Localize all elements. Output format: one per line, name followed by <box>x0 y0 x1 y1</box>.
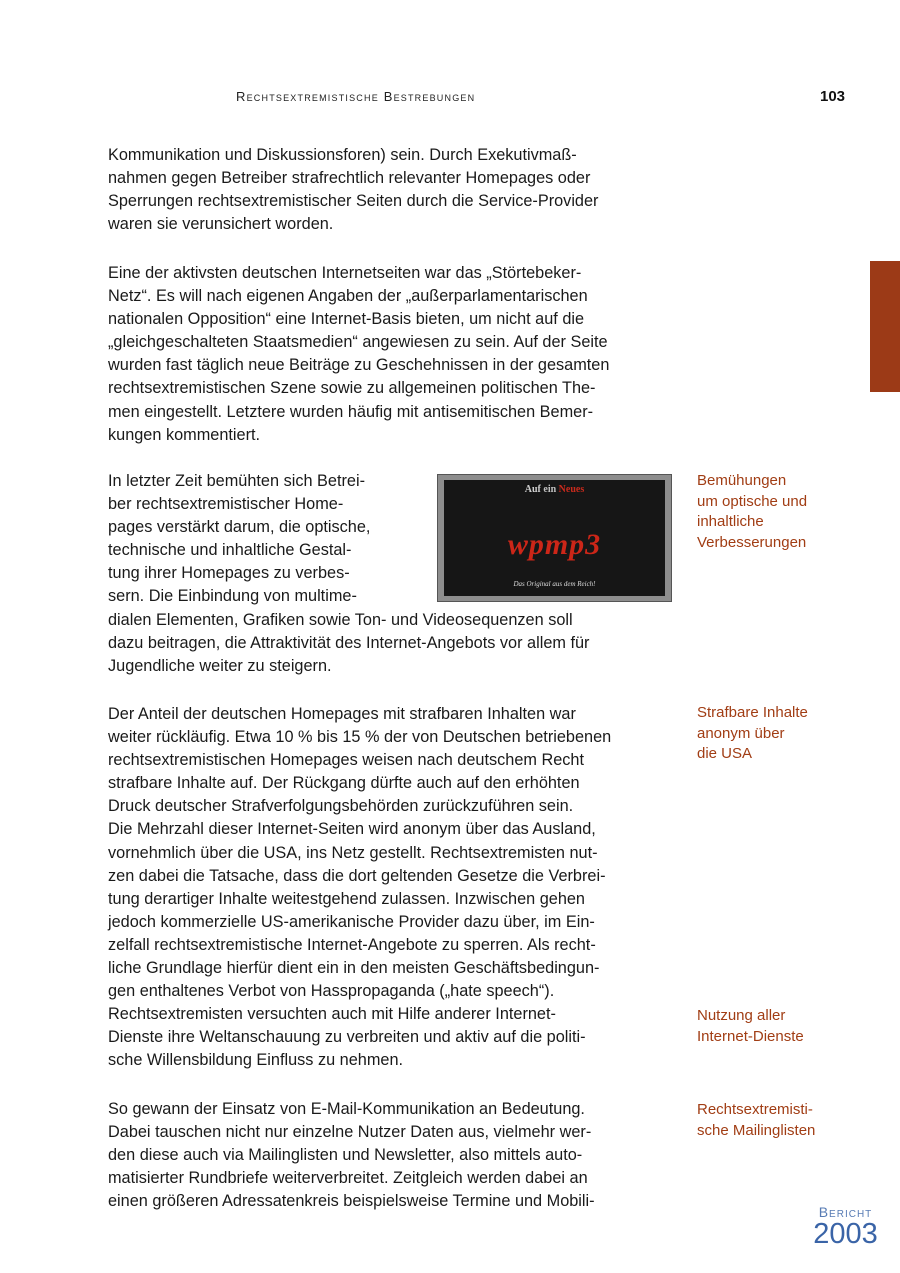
text-line: gen enthaltenes Verbot von Hasspropaganda („hate speech“). <box>108 982 555 1001</box>
body-paragraph-5 <box>108 1098 673 1213</box>
body-paragraph-4 <box>108 703 673 1073</box>
text-line: einen größeren Adressatenkreis beispielsweise Termine und Mobili- <box>108 1192 595 1211</box>
text-line: „gleichgeschalteten Staatsmedien“ angewiesen zu sein. Auf der Seite <box>108 333 608 352</box>
text-line: weiter rückläufig. Etwa 10 % bis 15 % der von Deutschen betriebenen <box>108 728 612 747</box>
text-line: liche Grundlage hierfür dient ein in den meisten Geschäftsbedingun- <box>108 959 600 978</box>
text-line: den diese auch via Mailinglisten und Newsletter, also mittels auto- <box>108 1146 583 1165</box>
margin-note-line: Internet-Dienste <box>697 1027 804 1045</box>
text-line: wurden fast täglich neue Beiträge zu Geschehnissen in der gesamten <box>108 356 610 375</box>
report-logo <box>808 1205 883 1250</box>
text-line: tung derartiger Inhalte weitestgehend zulassen. Inzwischen gehen <box>108 889 585 908</box>
text-line: So gewann der Einsatz von E-Mail-Kommunikation an Bedeutung. <box>108 1100 585 1118</box>
text-line: Rechtsextremisten versuchten auch mit Hilfe anderer Internet- <box>108 1005 556 1024</box>
banner-top-word-2: ein <box>543 484 557 495</box>
text-line: Dienste ihre Weltanschauung zu verbreiten und aktiv auf die politi- <box>108 1028 586 1047</box>
banner-top-word-3: Neues <box>558 484 585 495</box>
margin-note-line: inhaltliche <box>697 513 764 530</box>
text-line: strafbare Inhalte auf. Der Rückgang dürfte auch auf den erhöhten <box>108 774 580 793</box>
text-line: Dabei tauschen nicht nur einzelne Nutzer Daten aus, vielmehr wer- <box>108 1123 592 1142</box>
text-line: jedoch kommerzielle US-amerikanische Provider dazu über, im Ein- <box>108 912 595 931</box>
margin-note-line: Rechtsextremisti- <box>697 1101 813 1118</box>
margin-note-mailing-lists <box>697 1100 887 1141</box>
running-head-title: Rechtsextremistische Bestrebungen <box>236 89 476 104</box>
text-line: waren sie verunsichert worden. <box>108 215 334 234</box>
report-logo-year: 2003 <box>813 1218 878 1250</box>
banner-site-name: wpmp3 <box>507 528 602 561</box>
text-line: technische und inhaltliche Gestal- <box>108 541 352 560</box>
running-head <box>236 89 475 104</box>
website-screenshot-figure <box>437 474 672 602</box>
chapter-tab-marker <box>870 261 900 392</box>
text-line: Die Mehrzahl dieser Internet-Seiten wird anonym über das Ausland, <box>108 820 596 839</box>
banner-top-text <box>444 484 665 495</box>
body-paragraph-2 <box>108 262 673 447</box>
banner-subtitle: Das Original aus dem Reich! <box>513 580 596 588</box>
margin-note-line: Verbesserungen <box>697 533 807 551</box>
margin-note-line: sche Mailinglisten <box>697 1121 816 1139</box>
body-paragraph-1 <box>108 144 673 236</box>
text-line: men eingestellt. Letztere wurden häufig mit antisemitischen Bemer- <box>108 402 594 421</box>
margin-note-line: anonym über <box>697 724 785 742</box>
text-line: dazu beitragen, die Attraktivität des Internet-Angebots vor allem für <box>108 633 590 652</box>
margin-note-line: um optische und <box>697 492 808 510</box>
margin-note-line: Nutzung aller <box>697 1007 786 1024</box>
text-line: In letzter Zeit bemühten sich Betrei- <box>108 472 365 490</box>
text-line: Eine der aktivsten deutschen Internetseiten war das „Störtebeker- <box>108 264 582 282</box>
banner-top-word-1: Auf <box>524 484 541 495</box>
margin-note-internet-services <box>697 1006 887 1047</box>
text-line: dialen Elementen, Grafiken sowie Ton- und Videosequenzen soll <box>108 610 573 629</box>
text-line: matisierter Rundbriefe weiterverbreitet. Zeitgleich werden dabei an <box>108 1169 588 1188</box>
text-line: sern. Die Einbindung von multime- <box>108 587 357 606</box>
text-line: nationalen Opposition“ eine Internet-Basis bieten, um nicht auf die <box>108 310 585 329</box>
margin-note-line: Bemühungen <box>697 472 787 489</box>
text-line: Kommunikation und Diskussionsforen) sein. Durch Exekutivmaß- <box>108 146 577 164</box>
report-logo-word: Bericht <box>818 1204 873 1220</box>
text-line: Der Anteil der deutschen Homepages mit strafbaren Inhalten war <box>108 705 576 723</box>
text-line: rechtsextremistischen Szene sowie zu allgemeinen politischen The- <box>108 379 596 398</box>
text-line: Jugendliche weiter zu steigern. <box>108 656 332 675</box>
text-line: tung ihrer Homepages zu verbes- <box>108 564 350 583</box>
text-line: nahmen gegen Betreiber strafrechtlich relevanter Homepages oder <box>108 169 591 188</box>
page-number: 103 <box>820 88 846 105</box>
margin-note-line: Strafbare Inhalte <box>697 704 808 721</box>
text-line: Druck deutscher Strafverfolgungsbehörden zurückzuführen sein. <box>108 797 574 816</box>
margin-note-line: die USA <box>697 745 753 762</box>
text-line: zelfall rechtsextremistische Internet-Angebote zu sperren. Als recht- <box>108 935 596 954</box>
text-line: rechtsextremistischen Homepages weisen nach deutschem Recht <box>108 751 585 770</box>
text-line: pages verstärkt darum, die optische, <box>108 518 371 537</box>
text-line: Netz“. Es will nach eigenen Angaben der „außerparlamentarischen <box>108 287 588 306</box>
text-line: sche Willensbildung Einfluss zu nehmen. <box>108 1051 404 1070</box>
margin-note-punishable-content <box>697 703 887 765</box>
text-line: ber rechtsextremistischer Home- <box>108 495 344 514</box>
margin-note-optical-improvements <box>697 471 887 553</box>
text-line: vornehmlich über die USA, ins Netz gestellt. Rechtsextremisten nut- <box>108 843 598 862</box>
text-line: kungen kommentiert. <box>108 425 261 444</box>
text-line: Sperrungen rechtsextremistischer Seiten durch die Service-Provider <box>108 192 599 211</box>
text-line: zen dabei die Tatsache, dass die dort geltenden Gesetze die Verbrei- <box>108 866 606 885</box>
website-banner-image <box>444 480 665 596</box>
